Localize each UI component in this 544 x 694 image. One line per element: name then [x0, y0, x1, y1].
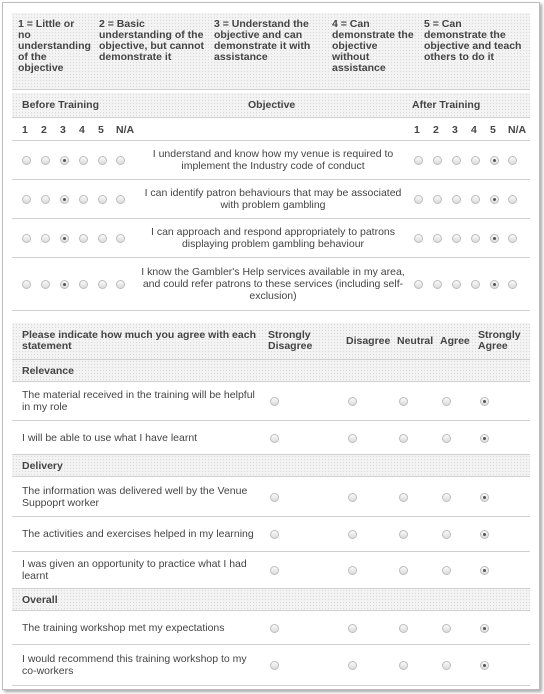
question-group-header — [12, 589, 530, 611]
before-rating-radio[interactable] — [116, 234, 125, 243]
question-row — [12, 382, 530, 421]
before-rating-radio[interactable] — [60, 195, 69, 204]
scale-option-label: Disagree — [346, 335, 391, 347]
agreement-radio[interactable] — [480, 566, 489, 575]
before-rating-radio[interactable] — [22, 280, 31, 289]
agreement-radio[interactable] — [442, 493, 451, 502]
agreement-radio[interactable] — [399, 624, 408, 633]
before-scale-label: 3 — [60, 124, 66, 136]
after-scale-label: N/A — [508, 124, 527, 136]
agreement-radio[interactable] — [442, 397, 451, 406]
agreement-radio[interactable] — [399, 434, 408, 443]
agreement-radio[interactable] — [442, 530, 451, 539]
after-scale-label: 5 — [490, 124, 496, 136]
question-row — [12, 552, 530, 589]
question-text: The training workshop met my expectations — [22, 622, 225, 634]
before-rating-radio[interactable] — [60, 156, 69, 165]
objective-text: I can approach and respond appropriately to patrons displaying problem gambling behaviour — [151, 226, 395, 250]
question-text: The activities and exercises helped in my learning — [22, 528, 254, 540]
rating-legend — [12, 13, 530, 90]
after-rating-radio[interactable] — [452, 195, 461, 204]
after-rating-radio[interactable] — [414, 234, 423, 243]
question-text: The material received in the training will be helpful in my role — [22, 389, 255, 413]
group-title: Delivery — [22, 460, 63, 472]
before-scale-label: 2 — [41, 124, 47, 136]
agreement-radio[interactable] — [270, 661, 279, 670]
question-text: I will be able to use what I have learnt — [22, 432, 198, 444]
legend-1: 1 = Little or no understanding of the objective — [18, 18, 91, 74]
agreement-radio[interactable] — [399, 397, 408, 406]
before-rating-radio[interactable] — [60, 234, 69, 243]
before-rating-radio[interactable] — [98, 156, 107, 165]
after-scale-label: 3 — [452, 124, 458, 136]
agreement-radio[interactable] — [399, 493, 408, 502]
agreement-radio[interactable] — [270, 434, 279, 443]
question-row — [12, 421, 530, 455]
after-rating-radio[interactable] — [471, 280, 480, 289]
before-rating-radio[interactable] — [98, 234, 107, 243]
after-rating-radio[interactable] — [508, 195, 517, 204]
group-title: Overall — [22, 594, 58, 606]
objectives-header — [12, 93, 530, 118]
before-scale-label: 1 — [22, 124, 28, 136]
agreement-radio[interactable] — [348, 624, 357, 633]
before-rating-radio[interactable] — [41, 195, 50, 204]
objective-text: I understand and know how my venue is required to implement the Industry code of conduct — [152, 148, 394, 172]
before-scale-label: 5 — [98, 124, 104, 136]
before-rating-radio[interactable] — [22, 234, 31, 243]
agreement-radio[interactable] — [442, 661, 451, 670]
after-scale-label: 4 — [471, 124, 477, 136]
before-rating-radio[interactable] — [79, 234, 88, 243]
agreement-section — [12, 323, 530, 689]
after-rating-radio[interactable] — [433, 234, 442, 243]
before-rating-radio[interactable] — [60, 280, 69, 289]
after-rating-radio[interactable] — [414, 195, 423, 204]
before-rating-radio[interactable] — [22, 195, 31, 204]
before-rating-radio[interactable] — [98, 280, 107, 289]
after-rating-radio[interactable] — [490, 195, 499, 204]
before-rating-radio[interactable] — [116, 156, 125, 165]
objective-label: Objective — [248, 99, 296, 111]
agreement-radio[interactable] — [348, 397, 357, 406]
agreement-radio[interactable] — [442, 434, 451, 443]
before-training-label: Before Training — [22, 99, 100, 111]
question-group-header — [12, 455, 530, 477]
legend-4: 4 = Can demonstrate the objective without assistance — [332, 18, 414, 74]
agreement-radio[interactable] — [442, 624, 451, 633]
after-rating-radio[interactable] — [433, 156, 442, 165]
question-row — [12, 611, 530, 645]
scale-option-label: Strongly Agree — [478, 329, 521, 352]
agreement-radio[interactable] — [399, 661, 408, 670]
agreement-radio[interactable] — [348, 566, 357, 575]
before-rating-radio[interactable] — [41, 280, 50, 289]
after-training-label: After Training — [412, 99, 481, 111]
agreement-prompt: Please indicate how much you agree with each statement — [22, 329, 256, 352]
objective-row — [12, 141, 530, 180]
before-scale-label: N/A — [116, 124, 135, 136]
after-rating-radio[interactable] — [490, 234, 499, 243]
scale-option-label: Agree — [440, 335, 470, 347]
agreement-radio[interactable] — [348, 493, 357, 502]
after-rating-radio[interactable] — [414, 156, 423, 165]
after-rating-radio[interactable] — [508, 156, 517, 165]
agreement-radio[interactable] — [480, 397, 489, 406]
agreement-radio[interactable] — [270, 530, 279, 539]
after-rating-radio[interactable] — [452, 280, 461, 289]
before-rating-radio[interactable] — [79, 195, 88, 204]
before-rating-radio[interactable] — [41, 156, 50, 165]
objective-text: I can identify patron behaviours that may be associated with problem gambling — [144, 187, 402, 211]
objective-row — [12, 219, 530, 258]
objective-row — [12, 180, 530, 219]
after-rating-radio[interactable] — [490, 280, 499, 289]
before-rating-radio[interactable] — [79, 156, 88, 165]
after-rating-radio[interactable] — [433, 195, 442, 204]
agreement-radio[interactable] — [399, 566, 408, 575]
after-rating-radio[interactable] — [508, 234, 517, 243]
before-rating-radio[interactable] — [79, 280, 88, 289]
question-group-header — [12, 360, 530, 382]
scale-option-label: Strongly Disagree — [268, 329, 313, 352]
question-row — [12, 477, 530, 517]
before-rating-radio[interactable] — [41, 234, 50, 243]
after-scale-label: 2 — [433, 124, 439, 136]
after-rating-radio[interactable] — [414, 280, 423, 289]
after-scale-label: 1 — [414, 124, 420, 136]
agreement-radio[interactable] — [348, 530, 357, 539]
before-rating-radio[interactable] — [116, 195, 125, 204]
after-rating-radio[interactable] — [452, 156, 461, 165]
after-rating-radio[interactable] — [452, 234, 461, 243]
agreement-radio[interactable] — [442, 566, 451, 575]
agreement-radio[interactable] — [270, 566, 279, 575]
scale-option-label: Neutral — [397, 335, 434, 347]
agreement-radio[interactable] — [270, 493, 279, 502]
after-rating-radio[interactable] — [471, 234, 480, 243]
agreement-radio[interactable] — [480, 624, 489, 633]
agreement-radio[interactable] — [348, 661, 357, 670]
scale-header — [12, 118, 530, 141]
before-rating-radio[interactable] — [116, 280, 125, 289]
question-text: I would recommend this training workshop to my co-workers — [22, 653, 247, 677]
group-title: Relevance — [22, 365, 74, 377]
agreement-radio[interactable] — [270, 624, 279, 633]
agreement-radio[interactable] — [348, 434, 357, 443]
agreement-radio[interactable] — [480, 434, 489, 443]
agreement-radio[interactable] — [480, 530, 489, 539]
agreement-radio[interactable] — [270, 397, 279, 406]
before-scale-label: 4 — [79, 124, 85, 136]
after-rating-radio[interactable] — [433, 280, 442, 289]
legend-2: 2 = Basic understanding of the objective, but cannot demonstrate it — [99, 18, 205, 63]
agreement-header — [12, 323, 530, 360]
objective-text: I know the Gambler's Help services available in my area, and could refer patrons to these services (including self-exclusion) — [141, 266, 405, 302]
question-text: I was given an opportunity to practice what I had learnt — [22, 558, 247, 582]
agreement-radio[interactable] — [480, 493, 489, 502]
legend-3: 3 = Understand the objective and can demonstrate it with assistance — [214, 18, 311, 63]
agreement-radio[interactable] — [480, 661, 489, 670]
question-row — [12, 645, 530, 686]
after-rating-radio[interactable] — [471, 156, 480, 165]
survey-form — [2, 2, 540, 690]
training-objectives-section — [12, 93, 530, 311]
after-rating-radio[interactable] — [490, 156, 499, 165]
after-rating-radio[interactable] — [471, 195, 480, 204]
agreement-radio[interactable] — [399, 530, 408, 539]
legend-5: 5 = Can demonstrate the objective and teach others to do it — [424, 18, 522, 63]
after-rating-radio[interactable] — [508, 280, 517, 289]
question-row — [12, 517, 530, 552]
objective-row — [12, 258, 530, 311]
before-rating-radio[interactable] — [98, 195, 107, 204]
question-text: The information was delivered well by the Venue Suppoprt worker — [22, 485, 248, 509]
before-rating-radio[interactable] — [22, 156, 31, 165]
